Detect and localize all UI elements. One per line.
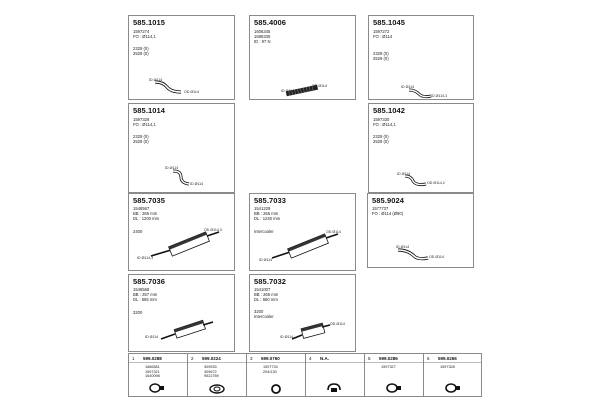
clamp-icon bbox=[147, 382, 167, 394]
model-code: 2529 (0) bbox=[133, 51, 149, 56]
accessory-oe: 1640098 bbox=[145, 374, 160, 378]
oe-number: 1548567 bbox=[133, 206, 150, 211]
accessory-index: 1 bbox=[132, 356, 135, 361]
oe-number: 1606345 bbox=[254, 29, 271, 34]
accessory-cell bbox=[365, 354, 424, 396]
part-number: 585.7035 bbox=[133, 196, 166, 205]
accessory-oe: 1686581 bbox=[145, 365, 160, 369]
oe-number: 1577737 bbox=[372, 206, 389, 211]
model-code: 2529 (0) bbox=[373, 139, 389, 144]
part-number: 585.1045 bbox=[373, 18, 406, 27]
outlet-label: OD Ø114,3 bbox=[204, 228, 222, 232]
pipe-icon bbox=[368, 194, 475, 269]
dimension: DL : 660 mm bbox=[254, 297, 278, 302]
inlet-label: ID Ø114 bbox=[280, 335, 294, 339]
model-code: 2329 (0) bbox=[133, 46, 149, 51]
accessory-oe: 1597321 bbox=[145, 369, 160, 374]
fit-info: FO : Ø114,1 bbox=[373, 122, 396, 127]
accessory-oe: 1597734 bbox=[263, 365, 278, 369]
oe-number: 1541229 bbox=[254, 206, 271, 211]
card-585-1042 bbox=[368, 103, 474, 193]
outlet-label: OD Ø114 bbox=[184, 90, 199, 94]
card-585-7032 bbox=[249, 274, 356, 352]
outlet-label: OD Ø114 bbox=[312, 84, 327, 88]
dimension: BB : 265 mm bbox=[254, 292, 279, 297]
card-585-4006 bbox=[249, 15, 356, 100]
model-note: 2400 bbox=[133, 229, 143, 234]
part-number: 585.1014 bbox=[133, 106, 166, 115]
accessory-index: 2 bbox=[191, 356, 194, 361]
inlet-label: ID Ø114 bbox=[259, 258, 273, 262]
oe-number: 1541007 bbox=[254, 287, 271, 292]
hanger-icon bbox=[324, 382, 344, 394]
fit-info: FO : Ø114 bbox=[373, 34, 393, 39]
model-note: Intercooler bbox=[254, 229, 274, 234]
oe-number: 1686335 bbox=[254, 34, 271, 39]
accessory-oe: 309672 bbox=[204, 369, 217, 374]
accessory-part-number: 599.0266 bbox=[438, 356, 457, 361]
card-585-9024 bbox=[367, 193, 474, 268]
model-code: 2329 (0) bbox=[133, 134, 149, 139]
model-note: 3200 bbox=[133, 310, 143, 315]
outlet-label: OD Ø114,2 bbox=[427, 181, 445, 185]
pipe-icon bbox=[369, 104, 475, 194]
accessory-part-number: 599.0224 bbox=[202, 356, 221, 361]
oe-number: 1597330 bbox=[373, 117, 390, 122]
part-number: 585.1015 bbox=[133, 18, 166, 27]
fit-info: ID : 97 N bbox=[254, 39, 271, 44]
oe-number: 1597326 bbox=[133, 117, 150, 122]
clamp-icon bbox=[383, 382, 403, 394]
dimension: DL : 665 mm bbox=[133, 297, 157, 302]
accessory-cell bbox=[424, 354, 481, 396]
part-number: 585.9024 bbox=[372, 196, 405, 205]
model-code: 2529 (0) bbox=[373, 56, 389, 61]
outlet-label: OD Ø114 bbox=[429, 255, 444, 259]
accessory-index: 5 bbox=[368, 356, 371, 361]
card-585-1045 bbox=[368, 15, 474, 100]
fit-info: FO : Ø114,1 bbox=[133, 122, 156, 127]
gasket-icon bbox=[208, 383, 226, 395]
accessory-oe: 309533 bbox=[204, 365, 217, 369]
fit-info: FO : Ø114,1 bbox=[133, 34, 156, 39]
part-number: 585.7036 bbox=[133, 277, 166, 286]
pipe-icon bbox=[129, 104, 236, 194]
muffler-icon bbox=[250, 275, 357, 353]
dimension: BB : 257 mm bbox=[133, 292, 158, 297]
outlet-label: OD Ø114 bbox=[326, 230, 341, 234]
dimension: DL : 1200 mm bbox=[133, 216, 160, 221]
model-note: 3200 Intercooler bbox=[254, 309, 274, 319]
accessory-cell bbox=[247, 354, 306, 396]
accessory-oe: 204/130 bbox=[263, 369, 277, 374]
inlet-label: ID Ø114 bbox=[149, 78, 163, 82]
card-585-7035 bbox=[128, 193, 235, 271]
pipe-icon bbox=[369, 16, 475, 101]
accessory-oe: 1597327 bbox=[381, 365, 396, 369]
flex-pipe-icon bbox=[250, 16, 357, 101]
oe-number: 1548568 bbox=[133, 287, 150, 292]
accessories-strip bbox=[128, 353, 482, 397]
accessory-cell bbox=[188, 354, 247, 396]
accessory-oe: 1597328 bbox=[440, 365, 455, 369]
accessory-part-number: N.A. bbox=[320, 356, 329, 361]
oe-number: 1597272 bbox=[373, 29, 390, 34]
muffler-icon bbox=[129, 194, 236, 272]
accessory-part-number: 599.0288 bbox=[143, 356, 162, 361]
oe-number: 1597274 bbox=[133, 29, 150, 34]
inlet-label: ID Ø114 bbox=[396, 245, 410, 249]
accessory-cell bbox=[129, 354, 188, 396]
inlet-label: ID Ø114 bbox=[397, 172, 411, 176]
muffler-icon bbox=[129, 275, 236, 353]
dimension: BB : 265 mm bbox=[254, 211, 279, 216]
accessory-part-number: 599.0760 bbox=[261, 356, 280, 361]
dimension: DL : 1240 mm bbox=[254, 216, 281, 221]
outlet-label: ID Ø114,3 bbox=[431, 94, 448, 98]
inlet-label: ID Ø114 bbox=[165, 166, 179, 170]
fit-info: FO : Ø114 (Ø90) bbox=[372, 211, 404, 216]
accessory-part-number: 599.0286 bbox=[379, 356, 398, 361]
part-number: 585.1042 bbox=[373, 106, 406, 115]
model-code: 2329 (0) bbox=[373, 134, 389, 139]
model-code: 2329 (0) bbox=[373, 51, 389, 56]
inlet-label: ID Ø114,3 bbox=[137, 256, 154, 260]
part-number: 585.4006 bbox=[254, 18, 287, 27]
part-number: 585.7033 bbox=[254, 196, 287, 205]
accessory-index: 6 bbox=[427, 356, 430, 361]
pipe-icon bbox=[129, 16, 236, 101]
card-585-1014 bbox=[128, 103, 235, 193]
accessory-cell bbox=[306, 354, 365, 396]
accessory-index: 4 bbox=[309, 356, 312, 361]
accessory-oe: 9522789 bbox=[204, 374, 219, 378]
card-585-7033 bbox=[249, 193, 356, 271]
inlet-label: ID Ø114 bbox=[401, 85, 415, 89]
outlet-label: OD Ø114 bbox=[330, 322, 345, 326]
inlet-label: ID Ø114 bbox=[145, 335, 159, 339]
model-code: 2529 (0) bbox=[133, 139, 149, 144]
part-number: 585.7032 bbox=[254, 277, 287, 286]
card-585-7036 bbox=[128, 274, 235, 352]
clamp-icon bbox=[442, 382, 462, 394]
dimension: BB : 265 mm bbox=[133, 211, 158, 216]
inlet-label: ID Ø114 bbox=[281, 89, 295, 93]
card-585-1015 bbox=[128, 15, 235, 100]
ring-icon bbox=[269, 383, 283, 395]
accessory-index: 3 bbox=[250, 356, 253, 361]
outlet-label: ID Ø114 bbox=[190, 182, 204, 186]
